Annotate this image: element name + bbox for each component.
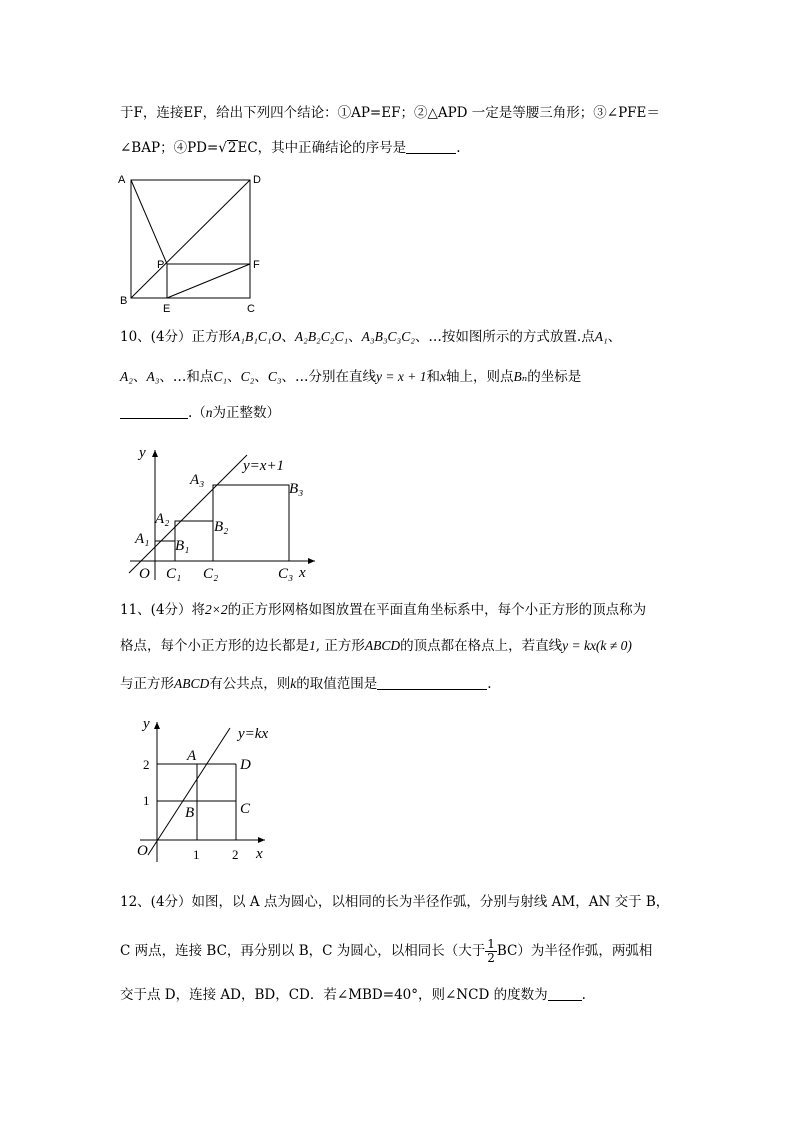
- q11-text-1a: 11、(4分）将: [120, 602, 206, 618]
- q10-label-x: x: [299, 565, 306, 581]
- q10-line-3: [120, 403, 280, 423]
- q11-one: 1: [309, 638, 316, 653]
- q11-tick-y-1: 1: [143, 793, 150, 808]
- q11-label-x: x: [256, 846, 263, 862]
- q10-line-y-eq-x-plus-1: [129, 455, 247, 573]
- q10-sep-4: 、: [227, 369, 241, 385]
- q10-point-c1: C₁: [213, 369, 228, 384]
- q11-label-b: B: [185, 805, 195, 821]
- q10-text-2c: 、…分别在直线: [281, 369, 377, 385]
- q11-text-2b: , 正方形: [315, 638, 365, 654]
- q12-line-2: [120, 938, 652, 965]
- q10-figure: [125, 440, 325, 585]
- q11-text-3c: 的取值范围是: [296, 676, 378, 692]
- q11-answer-blank[interactable]: [377, 675, 487, 690]
- q12-answer-blank[interactable]: [548, 986, 582, 1001]
- q10-text-1b: 、…按如图所示的方式放置.点: [414, 329, 595, 345]
- q11-text-3b: 有公共点，则: [209, 676, 291, 692]
- q12-fraction: [485, 938, 497, 965]
- q11-text-3a: 与正方形: [120, 676, 174, 692]
- q10-sep-5: 、: [254, 369, 268, 385]
- q10-label-c2: C₂: [203, 566, 219, 582]
- q9-label-a: A: [118, 174, 126, 186]
- q10-point-c2: C₂: [240, 369, 255, 384]
- q9-square-figure: [118, 170, 268, 315]
- q10-text-3b: 为正整数）: [212, 405, 281, 421]
- q10-point-a2: A₂: [120, 369, 133, 384]
- q11-abcd-1: ABCD: [364, 638, 401, 653]
- q9-label-c: C: [247, 303, 255, 315]
- q10-square-2: A₂B₂C₂C₁: [294, 329, 349, 344]
- q9-line-2: ∠BAP；④PD=√2EC，其中正确结论的序号是 .: [120, 140, 461, 156]
- q10-x-var: x: [439, 369, 446, 384]
- q10-label-a3: A₃: [190, 472, 205, 488]
- q12-line-3: [120, 985, 586, 1005]
- q9-segment-ap: [131, 180, 167, 264]
- q12-fraction-num: 1: [487, 937, 495, 951]
- q10-text-2d: 和: [426, 369, 440, 385]
- q11-label-d: D: [240, 757, 251, 773]
- q9-text-1: 于F，连接EF，给出下列四个结论：①AP=EF；②△APD 一定是等腰三角形；③∠PFE＝: [120, 105, 660, 121]
- q10-sep-2: 、: [348, 329, 362, 345]
- q11-line-3: [120, 674, 492, 694]
- q10-sep-1: 、: [281, 329, 295, 345]
- q10-text-1a: 10、(4分）正方形: [120, 329, 233, 345]
- q11-text-2a: 格点，每个小正方形的边长都是: [120, 638, 309, 654]
- q11-abcd-2: ABCD: [174, 676, 210, 691]
- q9-sqrt-value: 2: [227, 140, 237, 156]
- q9-label-e: E: [163, 303, 171, 315]
- q11-line-2: [120, 636, 632, 656]
- q11-line-1: [120, 600, 646, 620]
- q12-text-2a: C 两点，连接 BC，再分别以 B，C 为圆心，以相同长（大于: [120, 943, 486, 959]
- q10-line-2: [120, 367, 581, 387]
- q9-label-d: D: [253, 174, 261, 186]
- q11-tick-x-2: 2: [232, 847, 239, 862]
- q10-label-y: y: [139, 445, 146, 461]
- q12-line-1: [120, 892, 669, 912]
- q10-text-1c: 、: [607, 329, 622, 345]
- q12-fraction-den: 2: [487, 951, 495, 965]
- q11-label-y: y: [143, 716, 150, 732]
- q11-figure: [120, 712, 290, 872]
- q11-label-eq: y=kx: [238, 726, 269, 742]
- q9-diagonal-bd: [131, 180, 250, 298]
- q12-text-2b: BC）为半径作弧，两弧相: [496, 943, 653, 959]
- q10-label-eq: y=x+1: [243, 458, 285, 474]
- q9-text-2end: .: [456, 140, 461, 156]
- q9-label-f: F: [253, 259, 260, 271]
- q9-line-1: [120, 103, 660, 123]
- q10-n-var: n: [205, 405, 213, 420]
- q11-text-1b: 的正方形网格如图放置在平面直角坐标系中，每个小正方形的顶点称为: [227, 602, 647, 618]
- q11-tick-y-2: 2: [143, 757, 150, 772]
- q12-text-3end: .: [581, 987, 586, 1003]
- q9-text-2a: ∠BAP；④PD=: [120, 140, 219, 156]
- q10-label-c3: C₃: [278, 566, 294, 582]
- q10-text-3a: .（: [188, 405, 206, 421]
- q10-sep-3: 、: [132, 369, 147, 385]
- q11-text-2c: 的顶点都在格点上，若直线: [400, 638, 563, 654]
- q11-k-var: k: [290, 676, 297, 691]
- q12-text-3a: 交于点 D，连接 AD，BD，CD．若∠MBD=40°，则∠NCD 的度数为: [120, 987, 548, 1003]
- q10-answer-blank[interactable]: [120, 404, 188, 419]
- q10-label-a1: A₁: [135, 531, 150, 547]
- q11-tick-x-1: 1: [193, 847, 200, 862]
- q9-segment-ef: [167, 264, 250, 298]
- q12-text-1: 12、(4分）如图，以 A 点为圆心，以相同的长为半径作弧，分别与射线 AM，AN 交于 B，: [120, 894, 670, 910]
- q10-text-2f: 的坐标是: [527, 369, 582, 385]
- q10-label-b2: B₂: [214, 519, 229, 535]
- q9-answer-blank[interactable]: [406, 139, 456, 154]
- q11-label-a: A: [187, 748, 197, 764]
- q10-square-3: A₃B₃C₃C₂: [361, 329, 415, 344]
- q10-equation: y = x + 1: [376, 369, 427, 384]
- q9-label-p: P: [157, 259, 165, 271]
- q9-text-2b: EC，其中正确结论的序号是: [237, 140, 407, 156]
- q10-text-2e: 轴上，则点: [445, 369, 514, 385]
- q10-text-2b: 、…和点: [159, 369, 214, 385]
- q10-line-1: [120, 327, 621, 347]
- q10-point-a1: A₁: [594, 329, 608, 344]
- q10-point-a3: A₃: [146, 369, 160, 384]
- q11-equation: y = kx(k ≠ 0): [562, 638, 632, 653]
- q10-square-1: A₁B₁C₁O: [232, 329, 282, 344]
- q10-point-c3: C₃: [267, 369, 282, 384]
- q11-label-c: C: [240, 801, 251, 817]
- q10-label-c1: C₁: [166, 566, 182, 582]
- q10-point-bn: Bₙ: [513, 369, 528, 384]
- q11-label-o: O: [137, 843, 148, 859]
- q10-label-a2: A₂: [155, 511, 170, 527]
- q10-label-b3: B₃: [289, 481, 304, 497]
- q11-grid-size: 2×2: [205, 602, 228, 617]
- q10-label-o: O: [139, 566, 150, 582]
- q11-text-3end: .: [487, 676, 492, 692]
- q9-label-b: B: [120, 295, 128, 307]
- q10-label-b1: B₁: [175, 538, 190, 554]
